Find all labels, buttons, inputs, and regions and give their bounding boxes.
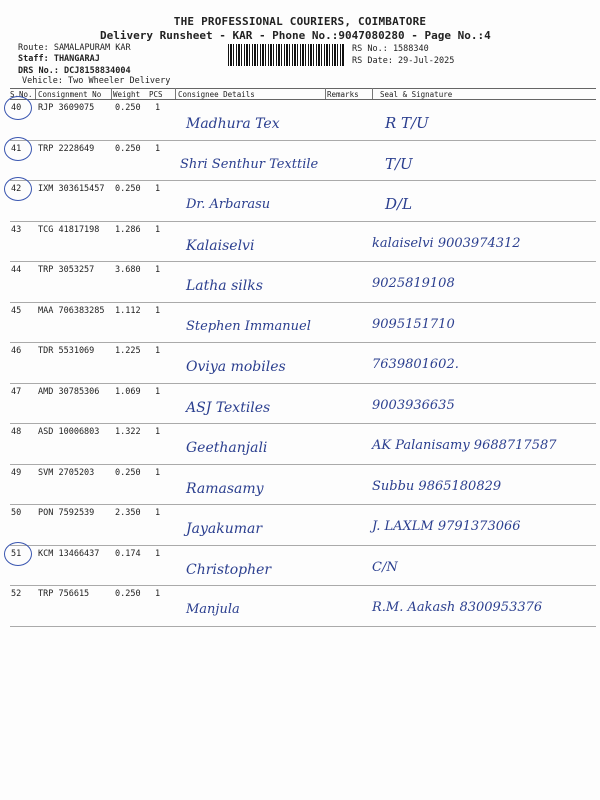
row-pcs: 1: [155, 184, 161, 194]
row-consignee-handwriting: Kalaiselvi: [186, 237, 255, 254]
row-weight: 0.250: [115, 184, 141, 194]
row-sno: 50: [11, 508, 22, 518]
row-consignee-handwriting: Latha silks: [186, 278, 263, 294]
col-divider: [35, 88, 36, 99]
row-consignment: ASD 10006803: [38, 427, 100, 437]
row-signature-handwriting: R T/U: [385, 114, 429, 132]
row-pcs: 1: [155, 346, 161, 356]
row-pcs: 1: [155, 548, 161, 559]
col-header-pcs: PCS: [149, 90, 163, 99]
row-sno: 45: [11, 305, 22, 316]
row-sno: 40: [11, 103, 22, 113]
row-consignment: IXM 303615457: [38, 184, 105, 194]
row-separator: [10, 464, 596, 465]
row-sno: 43: [11, 224, 22, 235]
col-header-seal: Seal & Signature: [380, 90, 453, 99]
header-bottom-rule: [10, 99, 596, 100]
row-consignee-handwriting: Oviya mobiles: [186, 359, 286, 375]
row-weight: 0.250: [115, 589, 141, 599]
row-pcs: 1: [155, 265, 161, 275]
row-consignment: TRP 3053257: [38, 265, 95, 275]
row-separator: [10, 423, 596, 424]
row-signature-handwriting: 9003936635: [372, 397, 455, 413]
row-separator: [10, 504, 596, 505]
row-consignee-handwriting: Jayakumar: [186, 521, 263, 537]
row-pcs: 1: [155, 103, 161, 113]
staff-label: Staff: THANGARAJ: [18, 54, 100, 64]
row-signature-handwriting: R.M. Aakash 8300953376: [372, 600, 543, 615]
row-sno: 47: [11, 386, 22, 397]
row-pcs: 1: [155, 305, 161, 316]
sno-circle-mark: [4, 96, 32, 120]
rs-date: RS Date: 29-Jul-2025: [352, 56, 455, 66]
col-header-consignment: Consignment No: [38, 90, 102, 99]
row-separator: [10, 626, 596, 627]
row-weight: 2.350: [115, 508, 141, 518]
row-sno: 52: [11, 589, 22, 599]
row-sno: 51: [11, 548, 22, 559]
runsheet-subtitle: Delivery Runsheet - KAR - Phone No.:9047080280 - Page No.:4: [100, 29, 491, 42]
row-weight: 1.286: [115, 224, 141, 235]
row-signature-handwriting: C/N: [372, 559, 398, 575]
row-sno: 49: [11, 467, 22, 478]
row-separator: [10, 261, 596, 262]
row-sno: 46: [11, 346, 22, 356]
col-header-consignee: Consignee Details: [178, 90, 255, 99]
row-consignee-handwriting: Shri Senthur Texttile: [180, 156, 319, 172]
drs-label: DRS No.: DCJ8158834004: [18, 66, 131, 76]
row-signature-handwriting: kalaiselvi 9003974312: [372, 235, 521, 251]
row-separator: [10, 383, 596, 384]
row-signature-handwriting: D/L: [385, 195, 413, 213]
row-consignment: TRP 756615: [38, 589, 90, 599]
row-consignee-handwriting: Manjula: [186, 602, 240, 617]
sno-circle-mark: [4, 137, 32, 161]
sno-circle-mark: [4, 177, 32, 201]
row-pcs: 1: [155, 589, 161, 599]
row-pcs: 1: [155, 386, 161, 397]
row-weight: 0.174: [115, 548, 141, 559]
col-divider: [175, 88, 176, 99]
row-consignee-handwriting: ASJ Textiles: [186, 399, 271, 416]
row-sno: 44: [11, 265, 22, 275]
row-pcs: 1: [155, 224, 161, 235]
row-sno: 42: [11, 184, 22, 194]
row-sno: 41: [11, 143, 22, 154]
col-divider: [372, 88, 373, 99]
row-consignee-handwriting: Stephen Immanuel: [186, 318, 311, 334]
col-divider: [325, 88, 326, 99]
col-header-remarks: Remarks: [327, 90, 359, 99]
row-consignment: AMD 30785306: [38, 386, 100, 397]
row-consignment: SVM 2705203: [38, 467, 95, 478]
row-weight: 1.112: [115, 305, 141, 316]
row-weight: 3.680: [115, 265, 141, 275]
row-weight: 1.225: [115, 346, 141, 356]
row-signature-handwriting: AK Palanisamy 9688717587: [372, 438, 557, 453]
sno-circle-mark: [4, 542, 32, 566]
row-pcs: 1: [155, 427, 161, 437]
barcode: [228, 44, 344, 66]
company-title: THE PROFESSIONAL COURIERS, COIMBATORE: [173, 15, 427, 28]
row-consignment: TRP 2228649: [38, 143, 95, 154]
rs-number: RS No.: 1588340: [352, 44, 429, 54]
row-pcs: 1: [155, 508, 161, 518]
route-label: Route: SAMALAPURAM KAR: [18, 43, 131, 53]
row-weight: 1.322: [115, 427, 141, 437]
row-signature-handwriting: 7639801602.: [372, 357, 459, 372]
row-separator: [10, 180, 596, 181]
row-separator: [10, 221, 596, 222]
row-weight: 0.250: [115, 467, 141, 478]
row-consignee-handwriting: Geethanjali: [186, 440, 268, 456]
row-pcs: 1: [155, 143, 161, 154]
row-consignee-handwriting: Christopher: [186, 561, 272, 578]
row-consignment: RJP 3609075: [38, 103, 95, 113]
row-weight: 0.250: [115, 103, 141, 113]
row-pcs: 1: [155, 467, 161, 478]
row-weight: 0.250: [115, 143, 141, 154]
row-separator: [10, 140, 596, 141]
row-sno: 48: [11, 427, 22, 437]
row-separator: [10, 302, 596, 303]
row-signature-handwriting: J. LAXLM 9791373066: [372, 519, 521, 534]
vehicle-label: Vehicle: Two Wheeler Delivery: [22, 76, 171, 86]
col-divider: [111, 88, 112, 99]
row-signature-handwriting: 9095151710: [372, 316, 455, 332]
row-consignment: MAA 706383285: [38, 305, 105, 316]
row-separator: [10, 585, 596, 586]
row-consignee-handwriting: Ramasamy: [186, 480, 264, 497]
row-consignee-handwriting: Dr. Arbarasu: [186, 197, 271, 212]
row-consignment: PON 7592539: [38, 508, 95, 518]
col-header-weight: Weight: [113, 90, 141, 99]
row-consignee-handwriting: Madhura Tex: [186, 116, 280, 132]
row-separator: [10, 342, 596, 343]
row-weight: 1.069: [115, 386, 141, 397]
row-signature-handwriting: T/U: [385, 154, 413, 173]
row-consignment: TCG 41817198: [38, 224, 100, 235]
header-top-rule: [10, 88, 596, 89]
row-separator: [10, 545, 596, 546]
row-signature-handwriting: 9025819108: [372, 276, 455, 291]
col-header-sno: S.No.: [10, 90, 33, 99]
row-consignment: KCM 13466437: [38, 548, 100, 559]
row-consignment: TDR 5531069: [38, 346, 95, 356]
row-signature-handwriting: Subbu 9865180829: [372, 478, 502, 494]
